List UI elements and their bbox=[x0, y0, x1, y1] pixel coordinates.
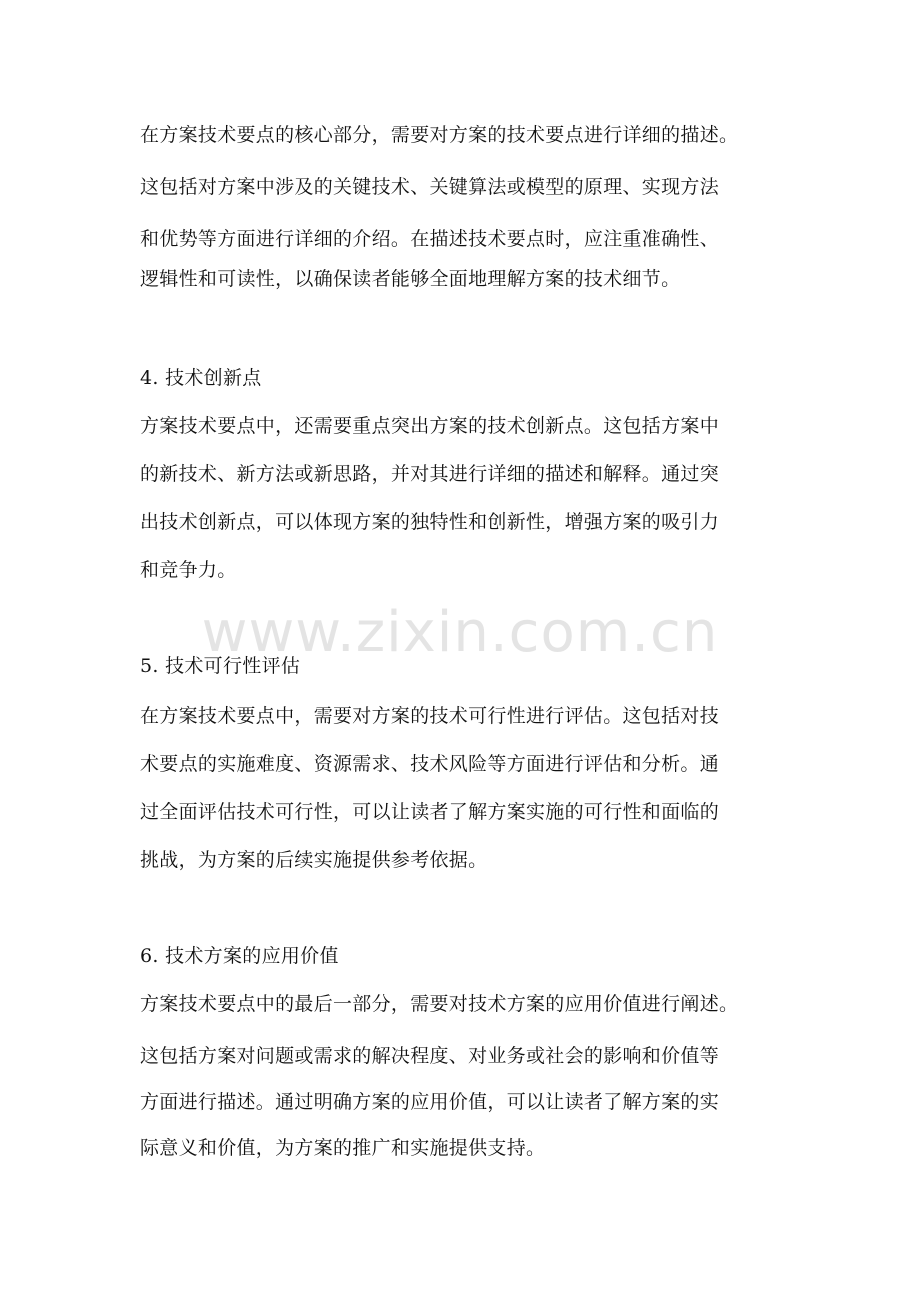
paragraph-line: 挑战，为方案的后续实施提供参考依据。 bbox=[140, 849, 488, 871]
paragraph-line: 过全面评估技术可行性，可以让读者了解方案实施的可行性和面临的 bbox=[140, 801, 720, 823]
intro-line: 逻辑性和可读性，以确保读者能够全面地理解方案的技术细节。 bbox=[140, 268, 681, 290]
section-heading-innovation: 4. 技术创新点 bbox=[140, 367, 262, 389]
paragraph-line: 际意义和价值，为方案的推广和实施提供支持。 bbox=[140, 1137, 546, 1159]
intro-line: 在方案技术要点的核心部分，需要对方案的技术要点进行详细的描述。 bbox=[140, 124, 739, 146]
paragraph-line: 出技术创新点，可以体现方案的独特性和创新性，增强方案的吸引力 bbox=[140, 511, 720, 533]
intro-line: 这包括对方案中涉及的关键技术、关键算法或模型的原理、实现方法 bbox=[140, 176, 720, 198]
paragraph-line: 和竞争力。 bbox=[140, 559, 237, 581]
section-heading-application-value: 6. 技术方案的应用价值 bbox=[140, 945, 339, 967]
watermark: www.zixin.com.cn bbox=[201, 600, 719, 665]
paragraph-line: 术要点的实施难度、资源需求、技术风险等方面进行评估和分析。通 bbox=[140, 753, 720, 775]
paragraph-line: 方案技术要点中的最后一部分，需要对技术方案的应用价值进行阐述。 bbox=[140, 993, 739, 1015]
paragraph-line: 的新技术、新方法或新思路，并对其进行详细的描述和解释。通过突 bbox=[140, 463, 720, 485]
paragraph-line: 这包括方案对问题或需求的解决程度、对业务或社会的影响和价值等 bbox=[140, 1045, 720, 1067]
paragraph-line: 方案技术要点中，还需要重点突出方案的技术创新点。这包括方案中 bbox=[140, 415, 720, 437]
intro-line: 和优势等方面进行详细的介绍。在描述技术要点时，应注重准确性、 bbox=[140, 228, 720, 250]
paragraph-line: 方面进行描述。通过明确方案的应用价值，可以让读者了解方案的实 bbox=[140, 1091, 720, 1113]
paragraph-line: 在方案技术要点中，需要对方案的技术可行性进行评估。这包括对技 bbox=[140, 705, 720, 727]
section-heading-feasibility: 5. 技术可行性评估 bbox=[140, 655, 301, 677]
